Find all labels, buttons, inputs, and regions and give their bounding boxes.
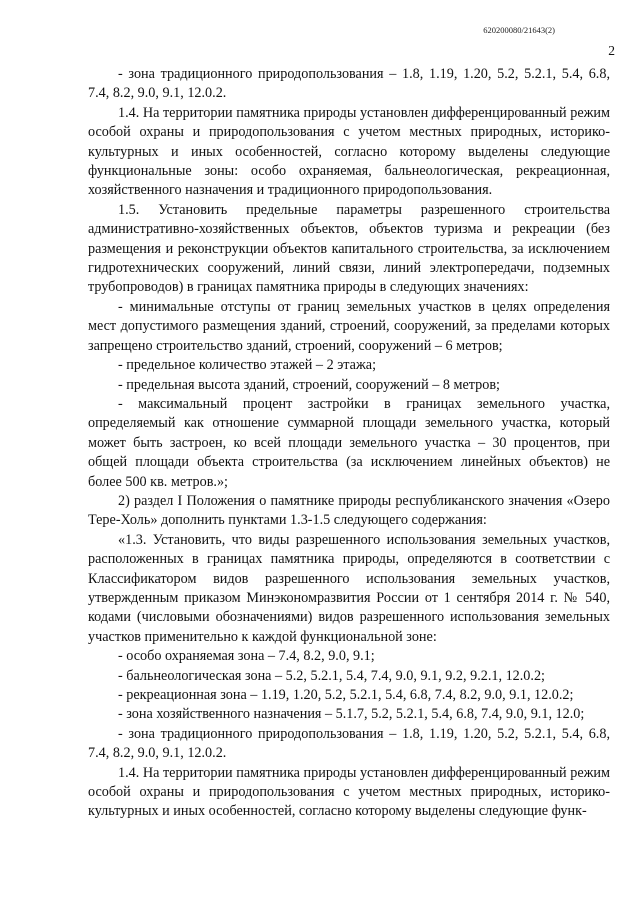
list-item-recreational-zone: - рекреационная зона – 1.19, 1.20, 5.2, 5.2.1, 5.4, 6.8, 7.4, 8.2, 9.0, 9.1, 12.0.2; <box>118 687 574 703</box>
list-item-balneological-zone: - бальнеологическая зона – 5.2, 5.2.1, 5.4, 7.4, 9.0, 9.1, 9.2, 9.2.1, 12.0.2; <box>118 667 545 684</box>
list-item-traditional-zone: - зона традиционного природопользования – 1.8, 1.19, 1.20, 5.2, 5.2.1, 5.4, 6.8, 7.4, 8.2, 9.0, 9.1, 12.0.2. <box>88 66 610 102</box>
list-item-traditional-zone-2: - зона традиционного природопользования – 1.8, 1.19, 1.20, 5.2, 5.2.1, 5.4, 6.8, 7.4, 8.2, 9.0, 9.1, 12.0.2. <box>88 725 610 762</box>
list-item-protected-zone: - особо охраняемая зона – 7.4, 8.2, 9.0, 9.1; <box>118 648 375 665</box>
document-body <box>88 65 610 822</box>
list-item-building-percent: - максимальный процент застройки в границах земельного участка, определяемый как отношение суммарной площади земельного участка, который может быть застроен, ко всей площади земельного участка – 30 процентов, при общей площади объекта строительства (за исключением линейных объектов) не более 500 кв. метров.»; <box>88 395 610 490</box>
paragraph-1-5: 1.5. Установить предельные параметры разрешенного строительства административно-хозяйственных объектов, объектов туризма и рекреации (без размещения и реконструкции объектов капитального строительства, за исключением гидротехнических сооружений, линий связи, линий электропередачи, подземных трубопроводов) в границах памятника природы в следующих значениях: <box>88 201 610 296</box>
list-item-setbacks: - минимальные отступы от границ земельных участков в целях определения мест допустимого размещения зданий, строений, сооружений, за пределами которых запрещено строительство зданий, строений, сооружений – 6 метров; <box>88 298 610 354</box>
list-item-economic-zone: - зона хозяйственного назначения – 5.1.7, 5.2, 5.2.1, 5.4, 6.8, 7.4, 9.0, 9.1, 12.0; <box>118 706 585 723</box>
page-number: 2 <box>608 43 615 58</box>
list-item-height: - предельная высота зданий, строений, сооружений – 8 метров; <box>118 376 500 393</box>
list-item-floors: - предельное количество этажей – 2 этажа; <box>118 357 377 374</box>
paragraph-section-2: 2) раздел I Положения о памятнике природы республиканского значения «Озеро Тере-Холь» дополнить пунктами 1.3-1.5 следующего содержания: <box>88 492 610 529</box>
document-id: 620200080/21643(2) <box>483 25 555 35</box>
paragraph-1-4-continued: 1.4. На территории памятника природы установлен дифференцированный режим особой охраны и природопользования с учетом местных природных, историко-культурных и иных особенностей, согласно которому выделены следующие функ- <box>88 764 610 820</box>
paragraph-1-4: 1.4. На территории памятника природы установлен дифференцированный режим особой охраны и природопользования с учетом местных природных, историко-культурных и иных особенностей, согласно которому выделены следующие функциональные зоны: особо охраняемая, бальнеологическая, рекреационная, хозяйственного назначения и традиционного природопользования. <box>88 104 610 199</box>
paragraph-1-3: «1.3. Установить, что виды разрешенного использования земельных участков, расположенных в границах памятника природы, определяются в соответствии с Классификатором видов разрешенного использования земельных участков, утвержденным приказом Минэкономразвития России от 1 сентября 2014 г. № 540, кодами (числовыми обозначениями) видов разрешенного использования земельных участков применительно к каждой функциональной зоне: <box>88 531 610 645</box>
